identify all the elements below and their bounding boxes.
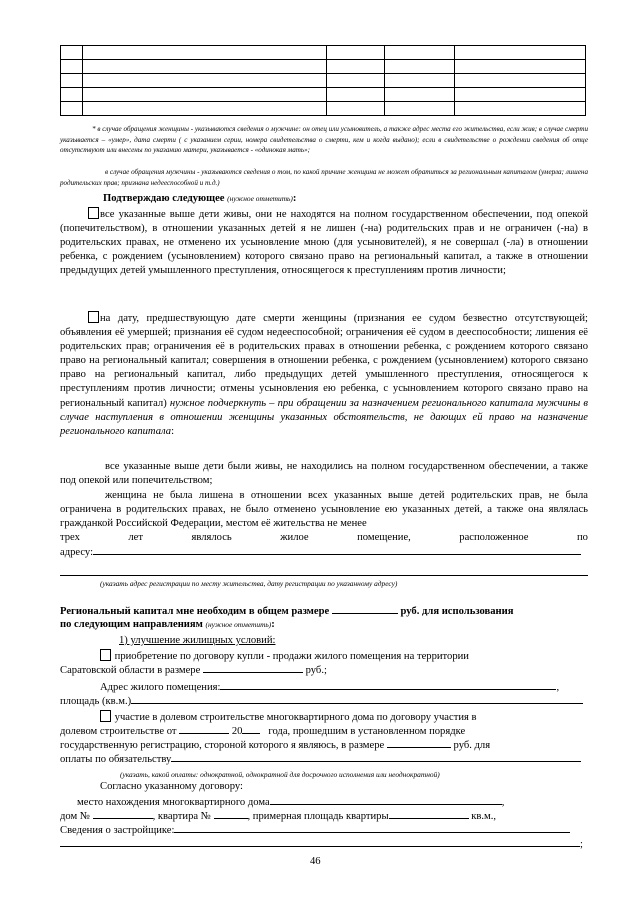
- footnote-man: в случае обращения мужчины - указываются сведения о том, по какой причине женщина не может обратиться за региональным капиталом (умерла; лишена родительских прав; признана недееспособной и т.д.): [60, 168, 588, 187]
- capital-line-1: Региональный капитал мне необходим в общем размере руб. для использования: [60, 606, 514, 617]
- capital-amount-field[interactable]: [332, 604, 398, 614]
- housing-address-line: Адрес жилого помещения: ,: [100, 682, 560, 693]
- payment-line: оплаты по обязательству: [60, 752, 581, 767]
- table-row: [61, 46, 586, 60]
- purchase-checkbox[interactable]: [100, 649, 111, 661]
- construction-amount-field[interactable]: [387, 738, 451, 748]
- option-1-text: все указанные выше дети живы, они не находятся на полном государственном обеспечении, под опекой (попечительством), в отношении указанных детей я не лишен (-на) родительских прав и не ограничен (-на) в родительских правах, не отменено их усыновление мною (для усыновителей), я не совершал (-ла) в отношении ребенка, с рождением (усыновлением) которого связано право на региональный капитал, а также в отношении предыдущих детей умышленного преступления, относящегося к преступлениям против личности;: [60, 209, 588, 277]
- direction-1-item-1: приобретение по договору купли - продажи жилого помещения на территории: [100, 649, 469, 664]
- option-2-b: женщина не была лишена в отношении всех указанных выше детей родительских прав, не была ограничена в родительских правах, не было отменено усыновление ею указанных детей, а также она являлась гражданкой Российской Федерации, местом её жительства не менее: [60, 490, 588, 530]
- top-table: [60, 45, 586, 116]
- footnote-woman: * в случае обращения женщины - указываются сведения о мужчине: он отец или усыновитель, а также адрес места его жительства, если жив; в случае смерти указывается – «умер», дата смерти ( с указанием серии, номера свидетельства о смерти, кем и когда выдано); если в свидетельстве о рождении сведения об отце отсутствуют или внесены по указанию матери, указывается - «одинокая мать»;: [60, 125, 588, 155]
- direction-1-item-1b: Саратовской области в размере руб.;: [60, 665, 327, 676]
- option-2-a: все указанные выше дети были живы, не находились на полном государственном обеспечении, а также под опекой или попечительством;: [60, 461, 588, 487]
- direction-1-item-2b: долевом строительстве от 20 года, прошедшим в установленном порядке: [60, 726, 466, 737]
- table-row: [61, 74, 586, 88]
- area-field[interactable]: [131, 694, 583, 704]
- page-number: 46: [310, 856, 321, 867]
- developer-line: Сведения о застройщике:: [60, 823, 570, 838]
- address-line-2[interactable]: [60, 575, 588, 576]
- option-2-checkbox[interactable]: [88, 311, 99, 323]
- confirm-heading: Подтверждаю следующее: [103, 193, 225, 204]
- house-details-line: дом № , квартира № , примерная площадь квартиры кв.м.,: [60, 811, 497, 822]
- flat-area-field[interactable]: [389, 809, 469, 819]
- option-1-checkbox[interactable]: [88, 207, 99, 219]
- purchase-amount-field[interactable]: [203, 663, 303, 673]
- house-location-line: место нахождения многоквартирного дома ,: [77, 797, 505, 808]
- shared-construction-checkbox[interactable]: [100, 710, 111, 722]
- option-2-text: на дату, предшествующую дате смерти женщины (признания ее судом безвестно отсутствующей; объявления её умершей; признания её судом недееспособной; ограничения её судом в дееспособности; лишения её родительских прав; ограничения её в родительских правах в отношении ребенка, с рождением которого связано право на региональный капитал; совершения в отношении ребенка, с рождением (усыновлением) которого связано право на региональный капитал, либо предыдущих детей умышленного преступления, относящегося к преступлениям против личности; отмены усыновления ею ребенка, с усыновлением которого связано право на региональный капитал) нужное подчеркнуть – при обращении за назначением регионального капитала мужчины в случае наступления в отношении женщины указанных обстоятельств, не дающих ей право на назначение регионального капитала:: [60, 313, 588, 437]
- area-line: площадь (кв.м.): [60, 694, 583, 709]
- housing-address-field[interactable]: [220, 680, 556, 690]
- address-field[interactable]: [93, 545, 581, 555]
- option-2-c: трех лет являлось жилое помещение, расположенное по: [60, 532, 588, 543]
- confirm-hint: (нужное отметить): [227, 194, 293, 203]
- table-row: [61, 102, 586, 116]
- payment-hint: (указать, какой оплаты: однократной, однократной для досрочного исполнения или неоднократной): [120, 770, 440, 779]
- direction-1-item-2: участие в долевом строительстве многоквартирного дома по договору участия в: [100, 710, 477, 725]
- contract-year-field[interactable]: [242, 724, 260, 734]
- address-hint: (указать адрес регистрации по месту жительства, дату регистрации по указанному адресу): [100, 579, 398, 588]
- agreement-label: Согласно указанному договору:: [100, 781, 243, 792]
- payment-field[interactable]: [171, 752, 581, 762]
- house-location-field[interactable]: [270, 795, 502, 805]
- table-row: [61, 88, 586, 102]
- flat-number-field[interactable]: [214, 809, 248, 819]
- table-row: [61, 60, 586, 74]
- confirm-heading-line: Подтверждаю следующее (нужное отметить):: [103, 193, 297, 204]
- house-number-field[interactable]: [93, 809, 153, 819]
- address-line: адресу:: [60, 545, 581, 560]
- capital-line-2: по следующим направлениям (нужное отметить):: [60, 619, 275, 630]
- direction-1-item-2c: государственную регистрацию, стороной которого я являюсь, в размере руб. для: [60, 740, 491, 751]
- direction-1-title: 1) улучшение жилищных условий:: [119, 635, 276, 646]
- contract-date-field[interactable]: [179, 724, 229, 734]
- option-2-hint: нужное подчеркнуть – при обращении за назначением регионального капитала мужчины в случае наступления в отношении женщины указанных обстоятельств, не дающих ей право на назначение регионального капитала: [60, 397, 588, 437]
- developer-field-2[interactable]: [60, 837, 580, 847]
- developer-line-2: ;: [60, 837, 583, 852]
- developer-field[interactable]: [174, 823, 570, 833]
